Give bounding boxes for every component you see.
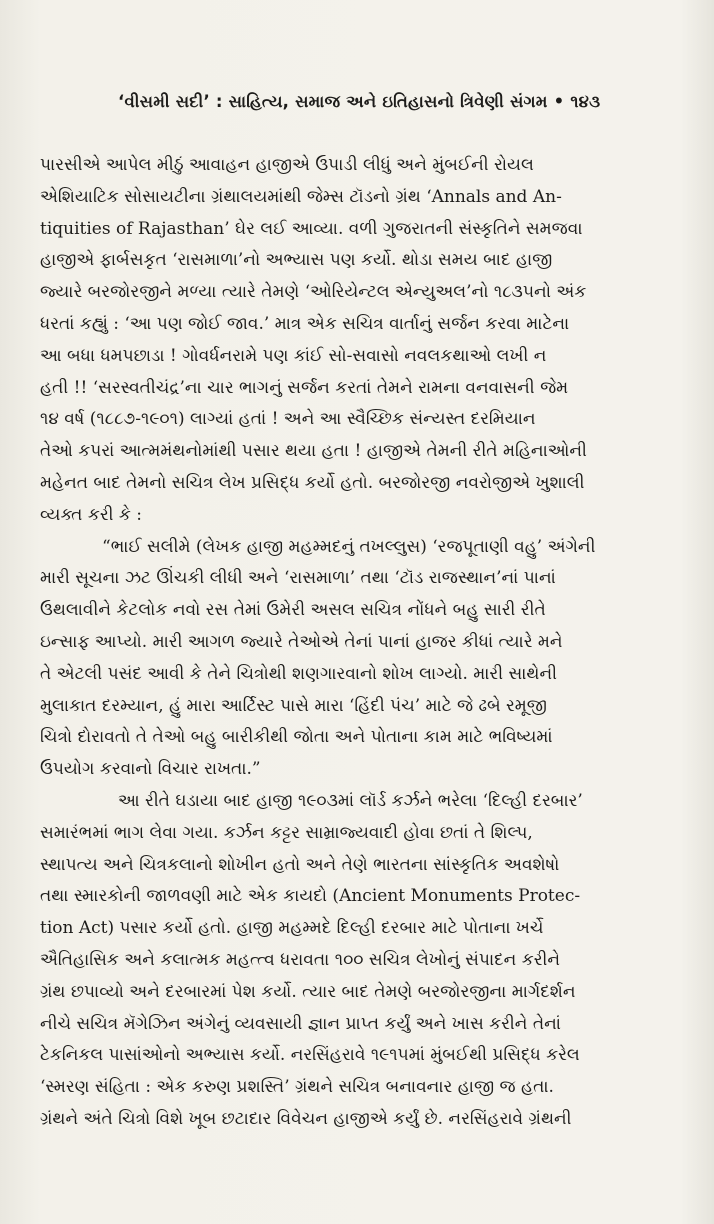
quote-line: ચિત્રો દોરાવતો તે તેઓ બહુ બારીકીથી જોતા અને પોતાના કામ માટે ભવિષ્યમાં [40, 727, 553, 748]
quote-line: ઉથલાવીને કેટલોક નવો રસ તેમાં ઉમેરી અસલ સચિત્ર નોંધને બહુ સારી રીતે [40, 600, 546, 621]
text-line: તથા સ્મારકોની જાળવણી માટે એક કાયદો (Ancient Monuments Protec- [40, 886, 581, 907]
quote-line: ઇન્સાફ આપ્યો. મારી આગળ જ્યારે તેઓએ તેનાં પાનાં હાજર કીધાં ત્યારે મને [40, 631, 563, 652]
text-line: એશિયાટિક સોસાયટીના ગ્રંથાલયમાંથી જેમ્સ ટૉડનો ગ્રંથ ‘Annals and An- [40, 186, 562, 207]
header-title: ‘વીસમી સદી’ : સાહિત્ય, સમાજ અને ઇતિહાસનો ત્રિવેણી સંગમ [118, 92, 548, 111]
text-line: નીચે સચિત્ર મૅગેઝિન અંગેનું વ્યવસાયી જ્ઞાન પ્રાપ્ત કર્યું અને ખાસ કરીને તેનાં [40, 1013, 561, 1034]
text-line: ગ્રંથ છપાવ્યો અને દરબારમાં પેશ કર્યો. ત્યાર બાદ તેમણે બરજોરજીના માર્ગદર્શન [40, 981, 576, 1002]
quote-line: ઉપયોગ કરવાનો વિચાર રાખતા.” [40, 759, 261, 780]
quote-line: તે એટલી પસંદ આવી કે તેને ચિત્રોથી શણગારવાનો શોખ લાગ્યો. મારી સાથેની [40, 663, 557, 684]
running-header [118, 92, 678, 112]
text-line: ઐતિહાસિક અને કલાત્મક મહત્ત્વ ધરાવતા ૧૦૦ સચિત્ર લેખોનું સંપાદન કરીને [40, 949, 561, 970]
text-line: હતી !! ‘સરસ્વતીચંદ્ર’ના ચાર ભાગનું સર્જન કરતાં તેમને રામના વનવાસની જેમ [40, 377, 569, 398]
text-line: ટેકનિકલ પાસાંઓનો અભ્યાસ કર્યો. નરસિંહરાવે ૧૯૧૫માં મુંબઈથી પ્રસિદ્ધ કરેલ [40, 1045, 580, 1066]
quote-line: “ભાઈ સલીમે (લેખક હાજી મહમ્મદનું તખલ્લુસ) ‘રજપૂતાણી વહુ’ અંગેની [102, 536, 596, 557]
text-line: ૧૪ વર્ષ (૧૮૮૭-૧૯૦૧) લાગ્યાં હતાં ! અને આ સ્વૈચ્છિક સંન્યસ્ત દરમિયાન [40, 409, 536, 430]
text-line: જ્યારે બરજોરજીને મળ્યા ત્યારે તેમણે ‘ઓરિયેન્ટલ એન્યુઅલ’નો ૧૮૩૫નો અંક [40, 282, 587, 303]
text-line: પારસીએ આપેલ મીઠું આવાહન હાજીએ ઉપાડી લીધું અને મુંબઈની રોયલ [40, 155, 534, 175]
text-line: મહેનત બાદ તેમનો સચિત્ર લેખ પ્રસિદ્ધ કર્યો હતો. બરજોરજી નવરોજીએ ખુશાલી [40, 472, 585, 493]
header-bullet: • [553, 92, 565, 111]
text-line: વ્યક્ત કરી કે : [40, 504, 143, 525]
text-line: તેઓ કપરાં આત્મમંથનોમાંથી પસાર થયા હતા ! હાજીએ તેમની રીતે મહિનાઓની [40, 441, 587, 462]
body-text [40, 150, 674, 1136]
text-line: હાજીએ ફાર્બસકૃત ‘રાસમાળા’નો અભ્યાસ પણ કર્યો. થોડા સમય બાદ હાજી [40, 250, 553, 271]
quote-line: મારી સૂચના ઝટ ઊંચકી લીધી અને ‘રાસમાળા’ તથા ‘ટૉડ રાજસ્થાન’નાં પાનાં [40, 568, 556, 589]
quote-line: મુલાકાત દરમ્યાન, હું મારા આર્ટિસ્ટ પાસે મારા ‘હિંદી પંચ’ માટે જે ઢબે રમૂજી [40, 695, 547, 716]
text-line: tiquities of Rajasthan’ ઘેર લઈ આવ્યા. વળી ગુજરાતની સંસ્કૃતિને સમજવા [40, 218, 583, 239]
text-line: આ બધા ધમપછાડા ! ગોવર્ધનરામે પણ કાંઈ સો-સવાસો નવલકથાઓ લખી ન [40, 345, 547, 366]
text-line: tion Act) પસાર કર્યો હતો. હાજી મહમ્મદે દિલ્હી દરબાર માટે પોતાના ખર્ચે [40, 918, 544, 939]
text-line: સમારંભમાં ભાગ લેવા ગયા. કર્ઝન કટ્ટર સામ્રાજ્યવાદી હોવા છતાં તે શિલ્પ, [40, 822, 533, 843]
text-line: સ્થાપત્ય અને ચિત્રકલાનો શોખીન હતો અને તેણે ભારતના સાંસ્કૃતિક અવશેષો [40, 854, 560, 875]
text-line: આ રીતે ઘડાયા બાદ હાજી ૧૯૦૩માં લૉર્ડ કર્ઝને ભરેલા ‘દિલ્હી દરબાર’ [118, 790, 583, 811]
text-line: ‘સ્મરણ સંહિતા : એક કરુણ પ્રશસ્તિ’ ગ્રંથને સચિત્ર બનાવનાર હાજી જ હતા. [40, 1077, 554, 1098]
text-line: ધરતાં કહ્યું : ‘આ પણ જોઈ જાવ.’ માત્ર એક સચિત્ર વાર્તાનું સર્જન કરવા માટેના [40, 313, 570, 334]
page-number: ૧૪૩ [570, 92, 601, 111]
text-line: ગ્રંથને અંતે ચિત્રો વિશે ખૂબ છટાદાર વિવેચન હાજીએ કર્યું છે. નરસિંહરાવે ગ્રંથની [40, 1108, 572, 1129]
